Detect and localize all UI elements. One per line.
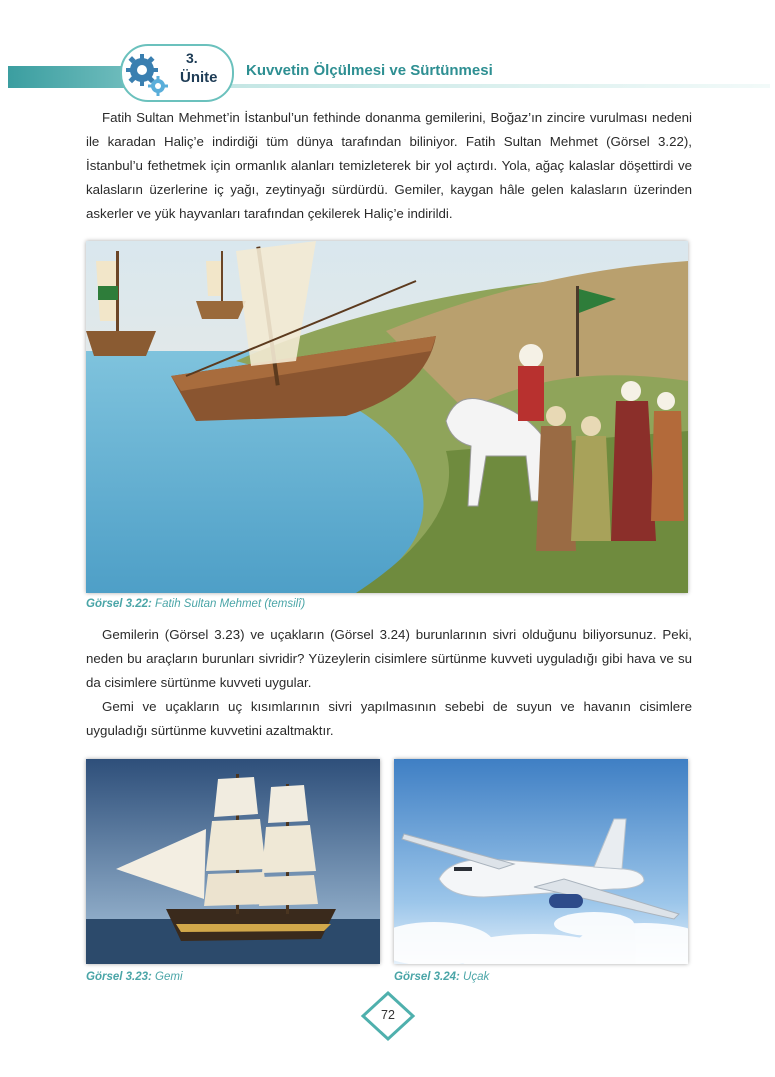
caption-label: Görsel 3.23: <box>86 971 152 983</box>
airplane-photo <box>394 759 688 964</box>
unit-number: 3. <box>186 50 198 66</box>
gear-icon <box>122 48 172 98</box>
unit-word: Ünite <box>180 69 218 86</box>
conquest-illustration-icon <box>86 241 688 593</box>
figure-caption-3-23 <box>86 971 183 983</box>
sailing-ship-photo <box>86 759 380 964</box>
page-number: 72 <box>381 1008 395 1022</box>
caption-label: Görsel 3.22: <box>86 598 152 610</box>
chapter-title: Kuvvetin Ölçülmesi ve Sürtünmesi <box>246 62 493 79</box>
paragraph-nose-question: Gemilerin (Görsel 3.23) ve uçakların (Görsel 3.24) burunlarının sivri olduğunu biliyorsunuz. Peki, neden bu araçların burunları sivridir? Yüzeylerin cisimlere sürtünme kuvveti uyguladığı gibi hava ve su da cisimlere sürtünme kuvveti uygular. <box>86 627 692 690</box>
paragraph-intro: Fatih Sultan Mehmet’in İstanbul’un fethinde donanma gemilerini, Boğaz’ın zincire vurulması nedeni ile karadan Haliç’e indirdiği tüm dünya tarafından biliniyor. Fatih Sultan Mehmet (Görsel 3.22), İstanbul’u fethetmek için ormanlık alanları temizleterek bir yol açtırdı. Yola, ağaç kalaslar döşettirdi ve kalasların üzerlerine iç yağı, zeytinyağı sürdürdü. Gemiler, kaygan hâle gelen kalasların üzerinden askerler ve yük hayvanları tarafından çekilerek Haliç’e indirildi. <box>86 110 692 221</box>
caption-text: Uçak <box>463 971 490 983</box>
conquest-illustration <box>86 241 688 593</box>
caption-text: Gemi <box>155 971 183 983</box>
caption-text: Fatih Sultan Mehmet (temsilî) <box>155 598 306 610</box>
figure-caption-3-24 <box>394 971 489 983</box>
paragraph-nose-answer: Gemi ve uçakların uç kısımlarının sivri yapılmasının sebebi de suyun ve havanın cisimlere uyguladığı sürtünme kuvvetini azaltmaktır. <box>86 699 692 738</box>
sailing-ship-icon <box>86 759 380 964</box>
header-divider <box>230 84 770 88</box>
caption-label: Görsel 3.24: <box>394 971 460 983</box>
page-header <box>0 38 775 98</box>
figure-caption-3-22 <box>86 598 305 610</box>
airplane-icon <box>394 759 688 964</box>
